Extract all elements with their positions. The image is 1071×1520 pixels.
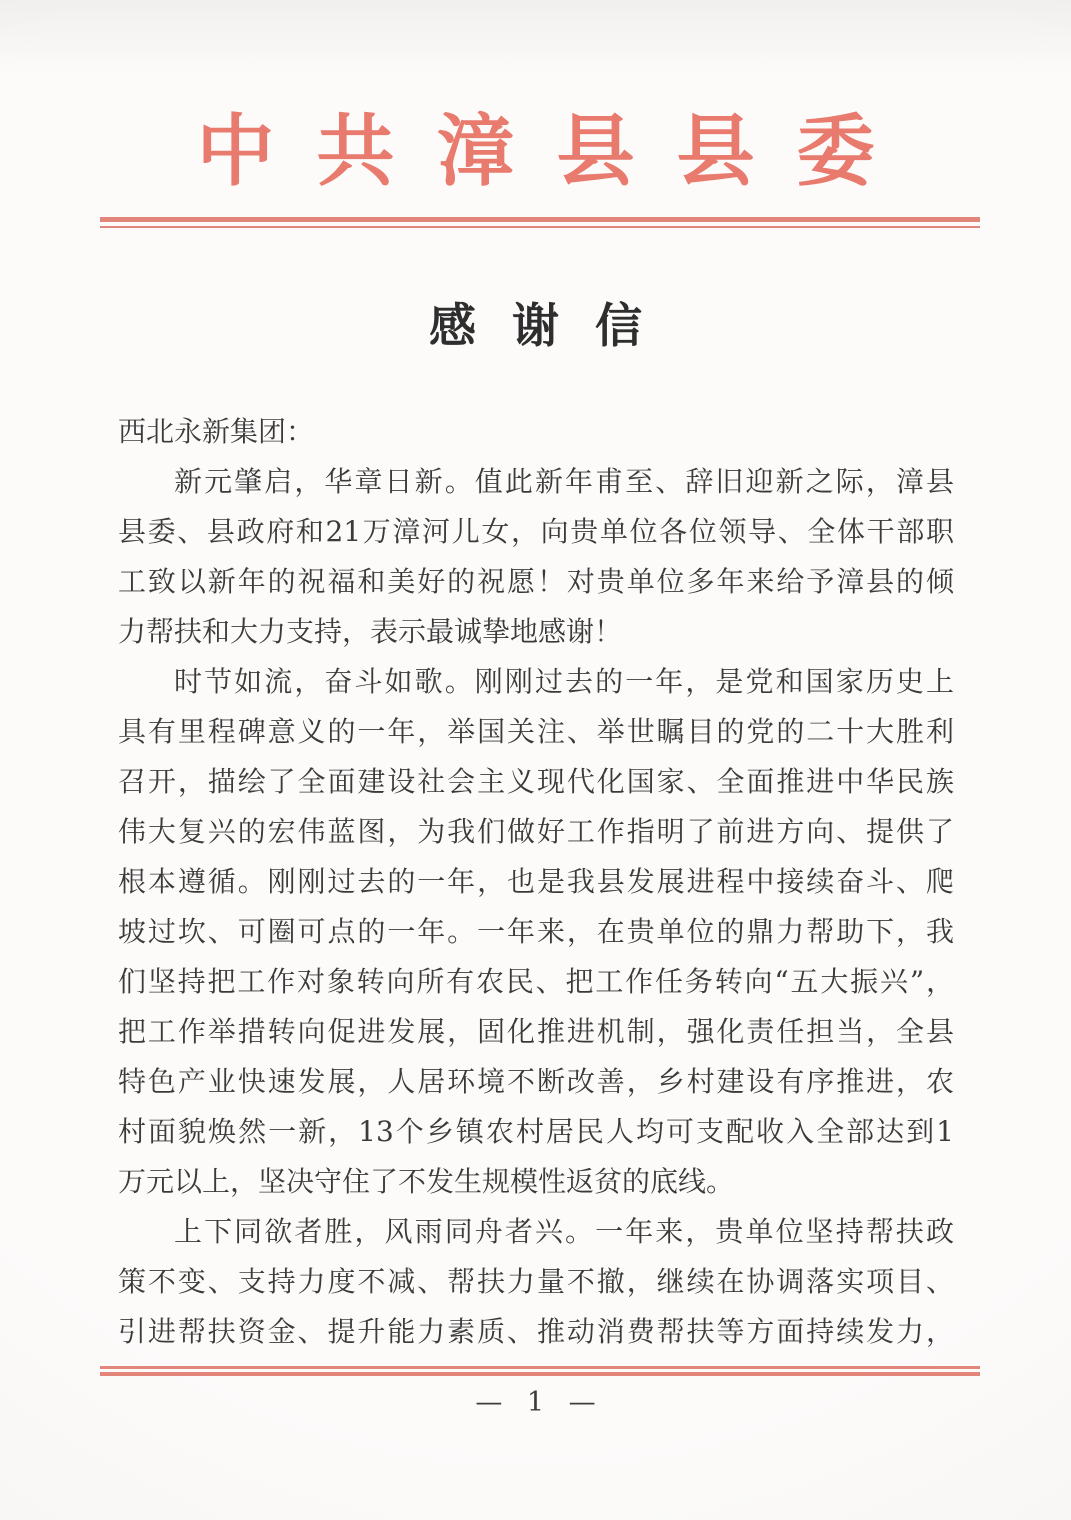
body-line: 上下同欲者胜，风雨同舟者兴。一年来，贵单位坚持帮扶政 <box>174 1215 954 1248</box>
body-line: 伟大复兴的宏伟蓝图，为我们做好工作指明了前进方向、提供了 <box>118 815 954 848</box>
body-line: 把工作举措转向促进发展，固化推进机制，强化责任担当，全县 <box>118 1015 954 1048</box>
letterhead-rule-thick <box>100 217 980 222</box>
scan-edge-shading <box>0 0 1071 90</box>
letter-body <box>118 407 954 1357</box>
body-line: 根本遵循。刚刚过去的一年，也是我县发展进程中接续奋斗、爬 <box>118 865 954 898</box>
footer-rule-bottom <box>100 1372 980 1376</box>
body-line: 万元以上，坚决守住了不发生规模性返贫的底线。 <box>118 1165 735 1198</box>
body-line: 村面貌焕然一新，13个乡镇农村居民人均可支配收入全部达到1 <box>118 1115 954 1148</box>
body-line: 工致以新年的祝福和美好的祝愿！对贵单位多年来给予漳县的倾 <box>118 565 954 598</box>
body-line: 县委、县政府和21万漳河儿女，向贵单位各位领导、全体干部职 <box>118 515 954 548</box>
body-line: 时节如流，奋斗如歌。刚刚过去的一年，是党和国家历史上 <box>174 665 954 698</box>
body-line: 策不变、支持力度不减、帮扶力量不撤，继续在协调落实项目、 <box>118 1265 954 1298</box>
body-line: 们坚持把工作对象转向所有农民、把工作任务转向“五大振兴”， <box>118 965 954 998</box>
body-line: 力帮扶和大力支持，表示最诚挚地感谢！ <box>118 615 623 648</box>
body-line: 坡过坎、可圈可点的一年。一年来，在贵单位的鼎力帮助下，我 <box>118 915 954 948</box>
body-line: 特色产业快速发展，人居环境不断改善，乡村建设有序推进，农 <box>118 1065 954 1098</box>
body-line: 召开，描绘了全面建设社会主义现代化国家、全面推进中华民族 <box>118 765 954 798</box>
letterhead-agency-title: 中共漳县县委 <box>196 106 917 197</box>
letter-title: 感谢信 <box>429 299 678 354</box>
body-line: 具有里程碑意义的一年，举国关注、举世瞩目的党的二十大胜利 <box>118 715 954 748</box>
page-number: — 1 — <box>475 1387 604 1418</box>
body-line: 新元肇启，华章日新。值此新年甫至、辞旧迎新之际，漳县 <box>174 465 954 498</box>
body-line: 引进帮扶资金、提升能力素质、推动消费帮扶等方面持续发力， <box>118 1315 954 1348</box>
footer-rule-top <box>100 1366 980 1369</box>
salutation: 西北永新集团： <box>118 415 315 448</box>
letterhead-rule-thin <box>100 226 980 228</box>
